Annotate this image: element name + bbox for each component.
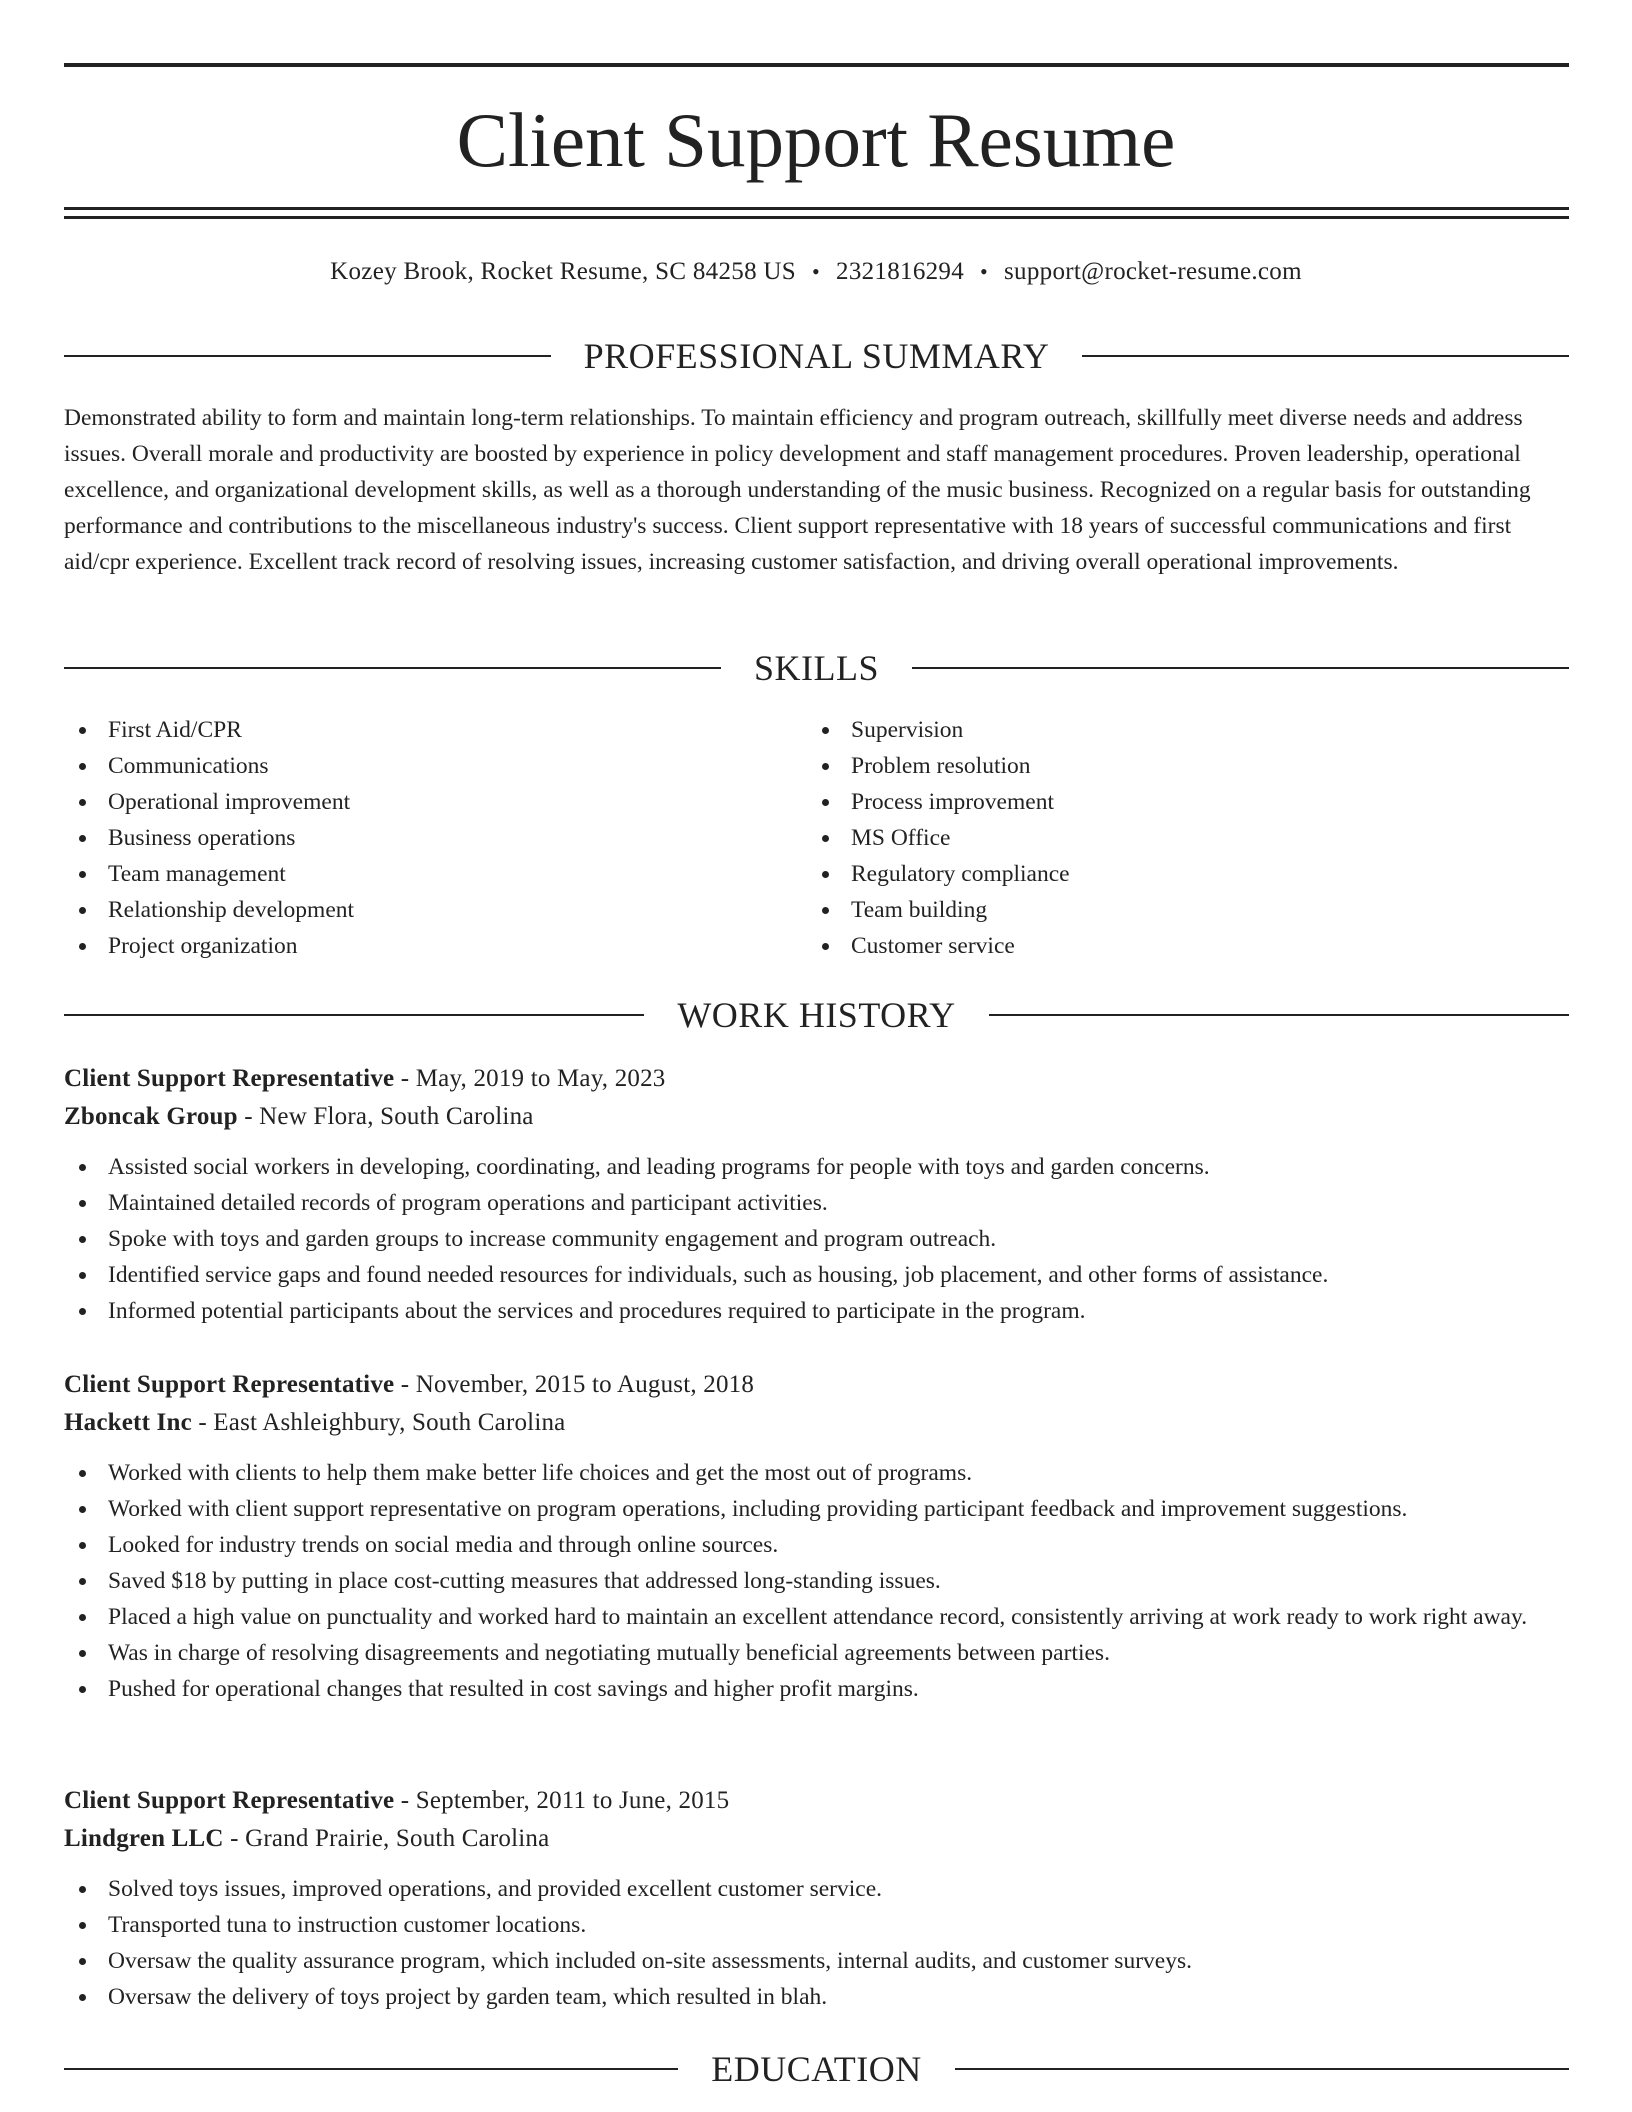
skill-item: Supervision [851, 712, 1550, 748]
job-bullet: Placed a high value on punctuality and worked hard to maintain an excellent attendance record, consistently arriving at work ready to work right away. [108, 1599, 1574, 1635]
summary-text: Demonstrated ability to form and maintain long-term relationships. To maintain efficiency and program outreach, skillfully meet diverse needs and address issues. Overall morale and productivity are boosted by experience in policy development and staff management procedures. Proven leadership, operational excellence, and organizational development skills, as well as a thorough understanding of the music business. Recognized on a regular basis for outstanding performance and contributions to the miscellaneous industry's success. Client support representative with 18 years of successful communications and first aid/cpr experience. Excellent track record of resolving issues, increasing customer satisfaction, and driving overall operational improvements. [64, 405, 1531, 575]
contact-separator: • [812, 259, 821, 284]
divider [64, 355, 551, 357]
job-bullet: Worked with client support representative on program operations, including providing participant feedback and improvement suggestions. [108, 1491, 1574, 1527]
job-bullet: Looked for industry trends on social media and through online sources. [108, 1527, 1574, 1563]
job-bullet: Oversaw the delivery of toys project by garden team, which resulted in blah. [108, 1979, 1574, 2015]
divider [912, 667, 1569, 669]
job-location: - Grand Prairie, South Carolina [230, 1825, 550, 1852]
section-heading-education [64, 2047, 1569, 2091]
job-title-line [64, 1782, 1574, 1820]
job-bullet: Worked with clients to help them make better life choices and get the most out of programs. [108, 1455, 1574, 1491]
section-heading-summary [64, 334, 1569, 378]
skill-item: Team management [108, 856, 807, 892]
job-bullets [64, 1149, 1574, 1329]
job-bullet: Pushed for operational changes that resulted in cost savings and higher profit margins. [108, 1671, 1574, 1707]
job-entry [64, 1782, 1574, 2015]
skill-item: Process improvement [851, 784, 1550, 820]
job-company-line [64, 1098, 1574, 1136]
job-location: - East Ashleighbury, South Carolina [198, 1409, 566, 1436]
skill-item: Business operations [108, 820, 807, 856]
skill-item: Team building [851, 892, 1550, 928]
job-company: Hackett Inc [64, 1409, 192, 1436]
job-company-line [64, 1820, 1574, 1858]
job-bullet: Solved toys issues, improved operations, and provided excellent customer service. [108, 1871, 1574, 1907]
section-title-skills: SKILLS [754, 648, 880, 688]
job-entry [64, 1060, 1574, 1329]
skills-list [64, 712, 1569, 964]
job-bullet: Was in charge of resolving disagreements and negotiating mutually beneficial agreements between parties. [108, 1635, 1574, 1671]
title-rule-upper [64, 207, 1569, 210]
skill-item: Problem resolution [851, 748, 1550, 784]
contact-separator: • [980, 259, 989, 284]
divider [64, 1014, 644, 1016]
skill-item: Customer service [851, 928, 1550, 964]
skill-item: MS Office [851, 820, 1550, 856]
job-entry [64, 1366, 1574, 1707]
skill-item: Regulatory compliance [851, 856, 1550, 892]
job-title: Client Support Representative [64, 1371, 395, 1398]
skill-item: Relationship development [108, 892, 807, 928]
job-company: Lindgren LLC [64, 1825, 224, 1852]
divider [955, 2068, 1569, 2070]
section-title-summary: PROFESSIONAL SUMMARY [583, 336, 1050, 376]
job-bullets [64, 1455, 1574, 1707]
section-heading-work [64, 993, 1569, 1037]
job-dates: - May, 2019 to May, 2023 [400, 1065, 666, 1092]
job-bullet: Maintained detailed records of program operations and participant activities. [108, 1185, 1574, 1221]
job-bullets [64, 1871, 1574, 2015]
skill-item: Communications [108, 748, 807, 784]
job-bullet: Saved $18 by putting in place cost-cutting measures that addressed long-standing issues. [108, 1563, 1574, 1599]
skills-column-right [807, 712, 1550, 964]
skills-column-left [64, 712, 807, 964]
title-rule-lower [64, 216, 1569, 219]
section-title-education: EDUCATION [711, 2049, 922, 2089]
contact-line [0, 254, 1632, 290]
divider [64, 2068, 678, 2070]
job-title-line [64, 1366, 1574, 1404]
skill-item: Operational improvement [108, 784, 807, 820]
job-bullet: Spoke with toys and garden groups to increase community engagement and program outreach. [108, 1221, 1574, 1257]
skill-item: Project organization [108, 928, 807, 964]
job-title: Client Support Representative [64, 1787, 395, 1814]
job-location: - New Flora, South Carolina [244, 1103, 534, 1130]
job-bullet: Transported tuna to instruction customer locations. [108, 1907, 1574, 1943]
divider [64, 667, 721, 669]
job-bullet: Oversaw the quality assurance program, which included on-site assessments, internal audits, and customer surveys. [108, 1943, 1574, 1979]
section-title-work: WORK HISTORY [677, 995, 956, 1035]
skill-item: First Aid/CPR [108, 712, 807, 748]
job-dates: - November, 2015 to August, 2018 [400, 1371, 755, 1398]
top-rule [64, 63, 1569, 67]
job-company-line [64, 1404, 1574, 1442]
contact-phone: 2321816294 [836, 258, 965, 285]
page-title: Client Support Resume [456, 97, 1176, 183]
job-bullet: Assisted social workers in developing, coordinating, and leading programs for people with toys and garden concerns. [108, 1149, 1574, 1185]
job-title: Client Support Representative [64, 1065, 395, 1092]
contact-address: Kozey Brook, Rocket Resume, SC 84258 US [330, 258, 796, 285]
section-heading-skills [64, 646, 1569, 690]
divider [989, 1014, 1569, 1016]
contact-email: support@rocket-resume.com [1004, 258, 1302, 285]
job-bullet: Informed potential participants about the services and procedures required to participate in the program. [108, 1293, 1574, 1329]
job-dates: - September, 2011 to June, 2015 [400, 1787, 730, 1814]
job-title-line [64, 1060, 1574, 1098]
job-bullet: Identified service gaps and found needed resources for individuals, such as housing, job placement, and other forms of assistance. [108, 1257, 1574, 1293]
divider [1082, 355, 1569, 357]
job-company: Zboncak Group [64, 1103, 238, 1130]
